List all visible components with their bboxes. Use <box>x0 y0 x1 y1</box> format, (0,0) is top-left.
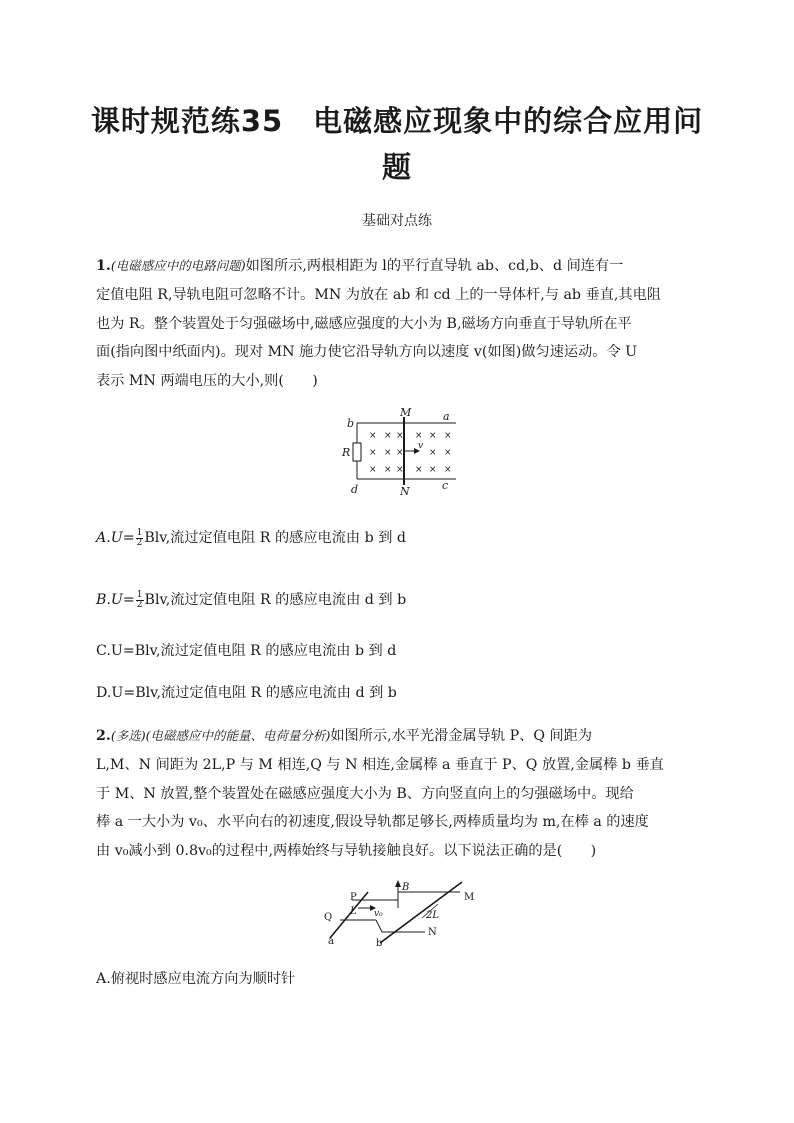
q1-option-d[interactable]: D.U=Blv,流过定值电阻 R 的感应电流由 d 到 b <box>96 685 397 701</box>
field-cross: × <box>415 431 423 441</box>
question-1-stem <box>96 252 702 396</box>
label-b: b <box>347 417 355 430</box>
q1-line-2: 定值电阻 R,导轨电阻可忽略不计。MN 为放在 ab 和 cd 上的一导体杆,与 ab 垂直,其电阻 <box>96 286 661 303</box>
fraction-one-half: $\frac{1}{2}$ <box>136 527 143 548</box>
page-title <box>80 98 714 190</box>
label-L: L <box>350 906 357 917</box>
q2-line-4: 棒 a 一大小为 v₀、水平向右的初速度,假设导轨都足够长,两棒质量均为 m,在棒 a 的速度 <box>96 814 649 831</box>
q1-option-b-text: Blv,流过定值电阻 R 的感应电流由 d 到 b <box>144 592 407 608</box>
q1-line-4: 面(指向图中纸面内)。现对 MN 施力使它沿导轨方向以速度 v(如图)做匀速运动。令 U <box>96 344 638 361</box>
q1-option-b-prefix: B.U= <box>96 592 135 608</box>
q1-circuit-figure <box>336 405 466 500</box>
fraction-one-half: $\frac{1}{2}$ <box>136 589 143 610</box>
label-M: M <box>464 892 475 903</box>
q2-rails-figure <box>310 878 490 948</box>
label-v0: v₀ <box>374 909 383 919</box>
field-cross: × <box>444 448 452 458</box>
section-heading: 基础对点练 <box>362 213 432 229</box>
q1-option-c[interactable]: C.U=Blv,流过定值电阻 R 的感应电流由 b 到 d <box>96 643 397 659</box>
field-cross: × <box>369 431 377 441</box>
field-cross: × <box>415 465 423 475</box>
q1-tag: (电磁感应中的电路问题) <box>110 258 246 273</box>
field-cross: × <box>429 431 437 441</box>
label-M: M <box>400 406 412 419</box>
question-2-stem <box>96 722 702 866</box>
q1-text-1: 如图所示,两根相距为 l的平行直导轨 ab、cd,b、d 间连有一 <box>245 258 624 274</box>
field-cross: × <box>396 431 404 441</box>
label-a: a <box>328 936 334 947</box>
title-line-1: 课时规范练35 电磁感应现象中的综合应用问 <box>90 104 704 138</box>
field-cross: × <box>369 465 377 475</box>
field-cross: × <box>429 448 437 458</box>
field-cross: × <box>384 465 392 475</box>
q2-line-3: 于 M、N 放置,整个装置处在磁感应强度大小为 B、方向竖直向上的匀强磁场中。现给 <box>96 785 634 802</box>
label-v: v <box>418 441 424 451</box>
q2-tag: (多选)(电磁感应中的能量、电荷量分析) <box>110 728 331 743</box>
field-cross: × <box>444 465 452 475</box>
field-cross: × <box>396 448 404 458</box>
q1-option-a-prefix: A.U= <box>96 530 135 546</box>
label-a: a <box>443 410 450 423</box>
q2-option-a[interactable]: A.俯视时感应电流方向为顺时针 <box>96 971 296 987</box>
label-d: d <box>351 483 359 496</box>
q2-line-2: L,M、N 间距为 2L,P 与 M 相连,Q 与 N 相连,金属棒 a 垂直于 P、Q 放置,金属棒 b 垂直 <box>96 756 664 773</box>
q1-option-a-text: Blv,流过定值电阻 R 的感应电流由 b 到 d <box>144 530 406 546</box>
title-line-2: 题 <box>381 150 412 184</box>
q2-line-1 <box>96 722 702 751</box>
q1-option-b[interactable] <box>96 589 406 611</box>
field-cross: × <box>384 431 392 441</box>
field-cross: × <box>384 448 392 458</box>
label-2L: 2L <box>426 910 440 921</box>
q1-line-1 <box>96 252 702 281</box>
q1-number: 1. <box>96 258 111 274</box>
field-cross: × <box>444 431 452 441</box>
field-cross: × <box>369 448 377 458</box>
q2-line-5: 由 v₀减小到 0.8v₀的过程中,两棒始终与导轨接触良好。以下说法正确的是( ) <box>96 843 597 860</box>
label-N: N <box>428 927 437 938</box>
label-b: b <box>376 938 383 948</box>
label-R: R <box>342 446 351 459</box>
q1-option-a[interactable] <box>96 527 406 549</box>
label-N: N <box>400 485 410 498</box>
label-P: P <box>350 892 357 903</box>
label-c: c <box>442 479 449 492</box>
label-B: B <box>402 882 410 893</box>
label-Q: Q <box>324 912 333 923</box>
field-cross: × <box>429 465 437 475</box>
q2-text-1: 如图所示,水平光滑金属导轨 P、Q 间距为 <box>330 728 593 744</box>
q1-line-5: 表示 MN 两端电压的大小,则( ) <box>96 373 318 390</box>
q1-line-3: 也为 R。整个装置处于匀强磁场中,磁感应强度的大小为 B,磁场方向垂直于导轨所在平 <box>96 315 632 332</box>
q2-number: 2. <box>96 728 111 744</box>
field-cross: × <box>396 465 404 475</box>
